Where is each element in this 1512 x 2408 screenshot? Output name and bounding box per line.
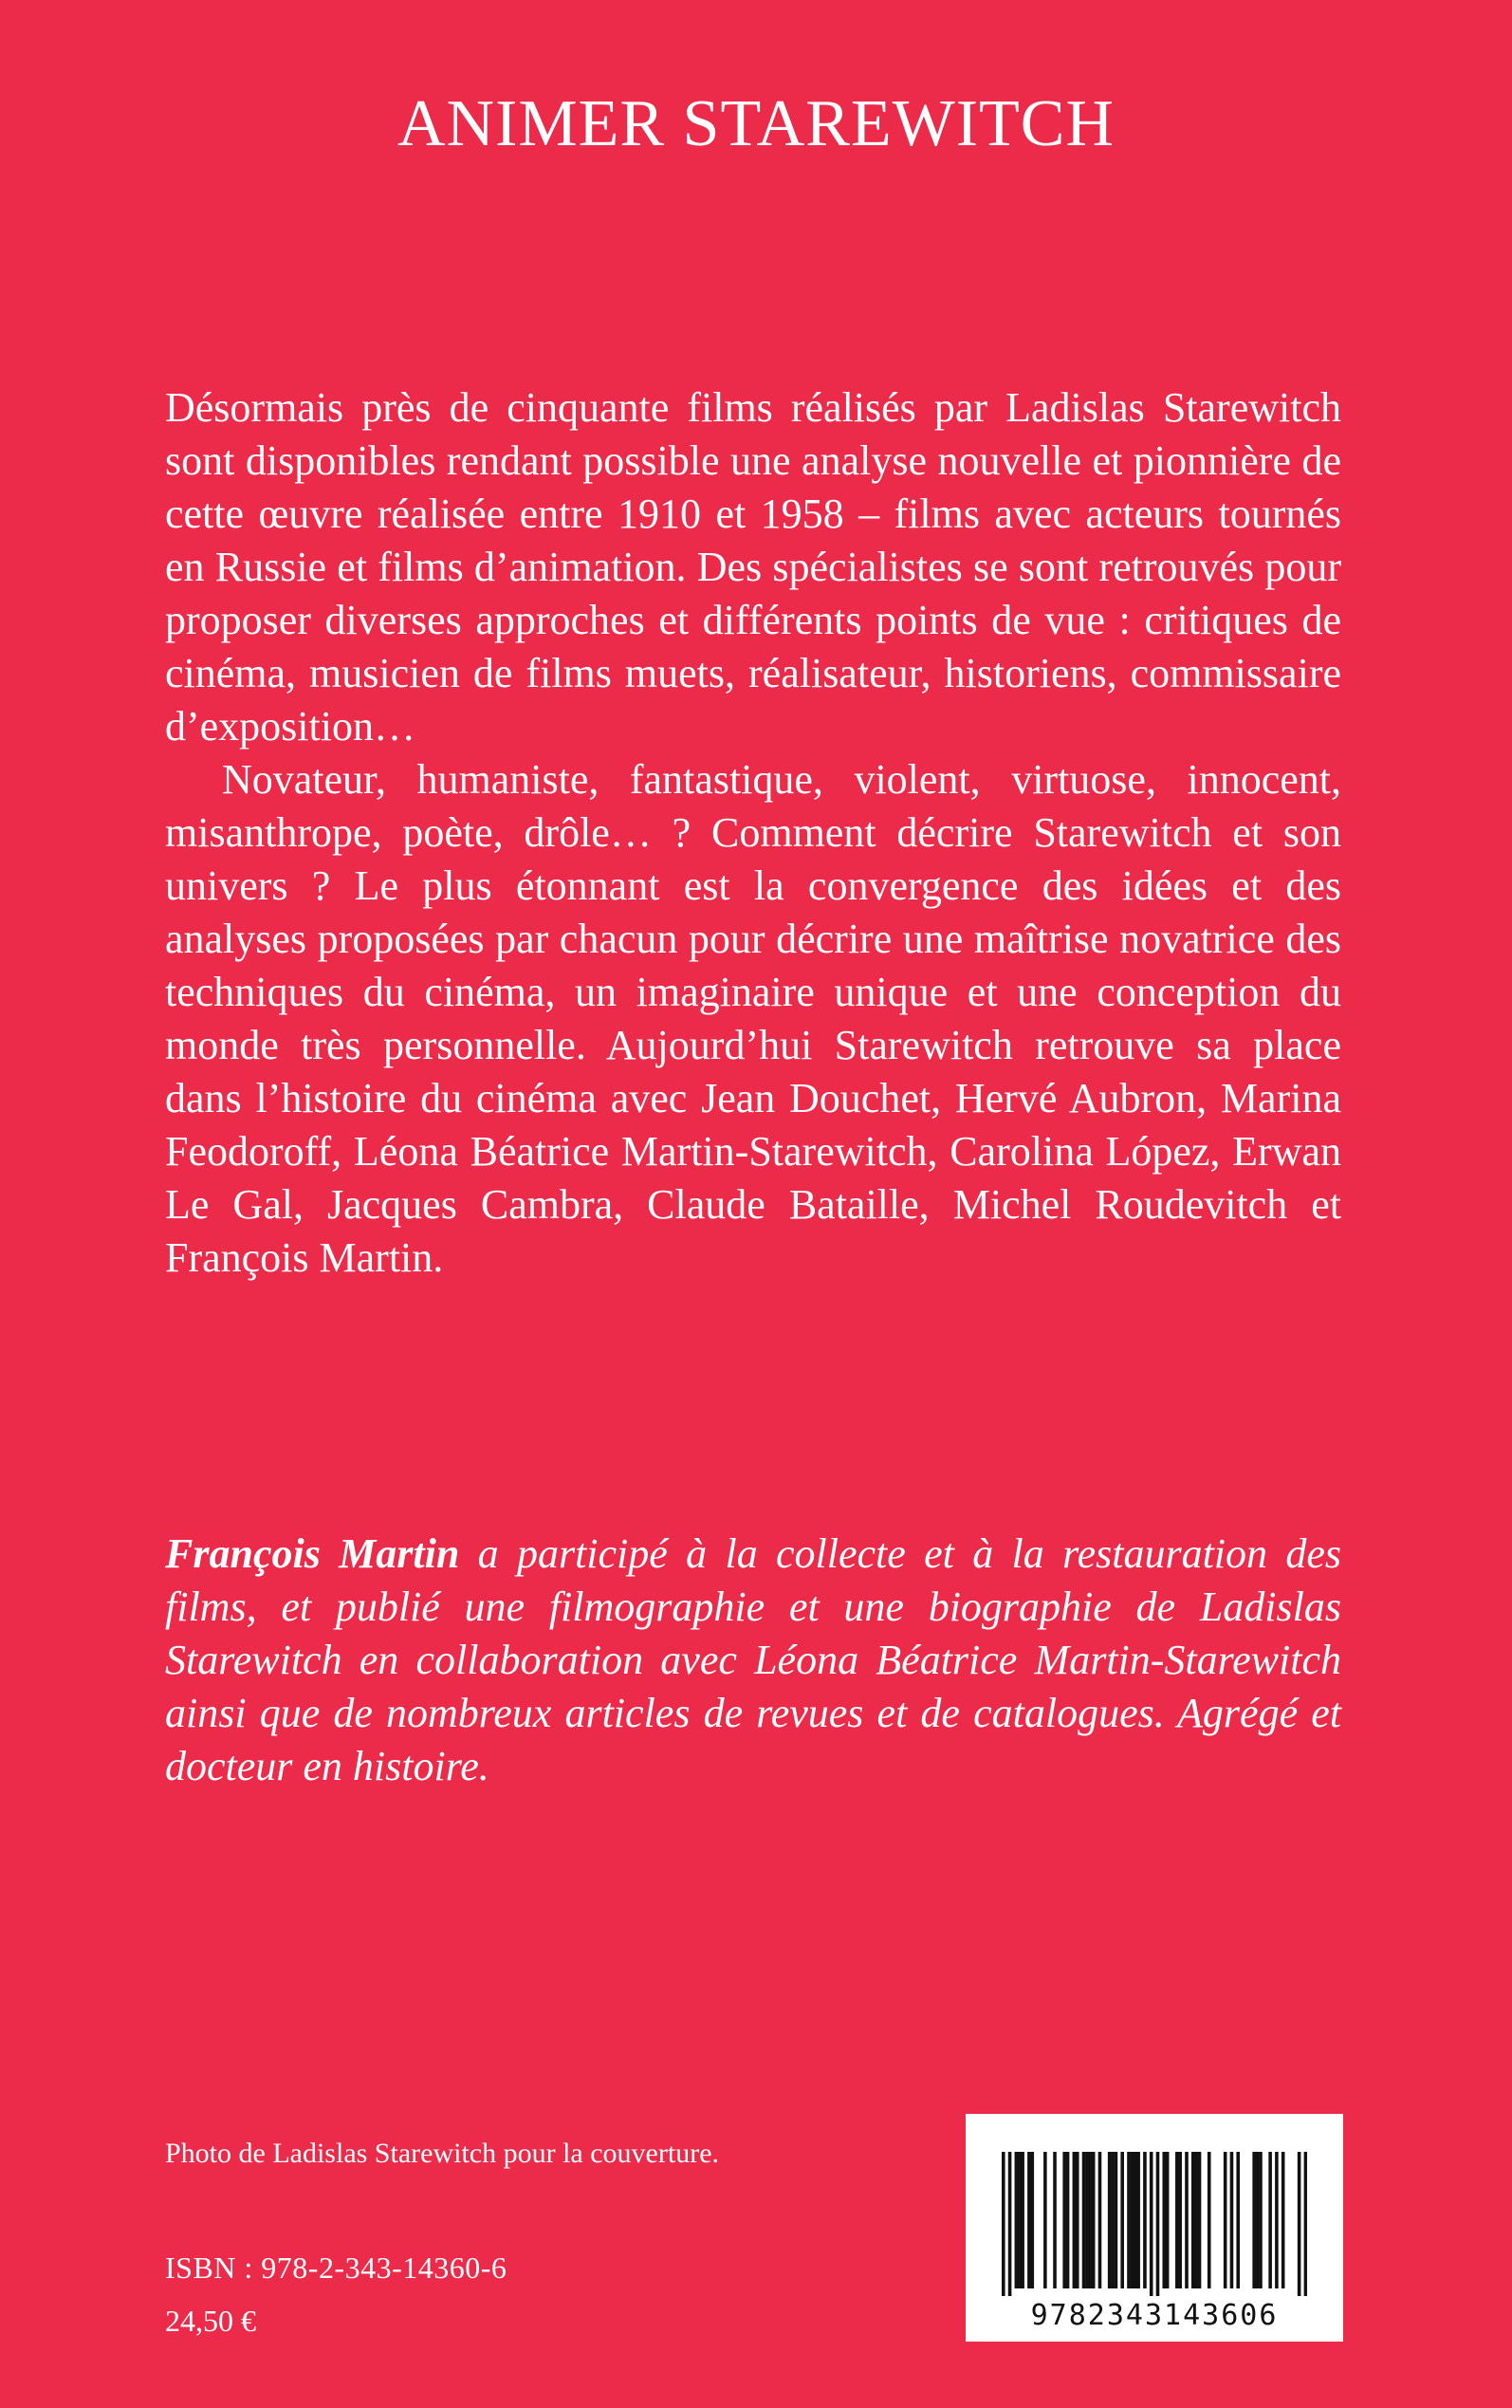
barcode-bar (1191, 2152, 1195, 2288)
blurb-paragraph-1: Désormais près de cinquante films réalisés par Ladislas Starewitch sont disponibles rendant possible une analyse nouvelle et pionnière de cette œuvre réalisée entre 1910 et 1958 – films avec acteurs tournés en Russie et films d’animation. Des spécialistes se sont retrouvés pour proposer diverses approches et différents points de vue : critiques de cinéma, musicien de films muets, réalisateur, historiens, commissaire d’exposition… (165, 384, 1341, 750)
barcode-bar (1085, 2152, 1089, 2288)
barcode-bar (1208, 2152, 1211, 2288)
barcode-bar (1043, 2152, 1047, 2288)
barcode-bar (1194, 2152, 1198, 2288)
barcode-bar (1298, 2152, 1301, 2296)
barcode-bar (1115, 2152, 1118, 2288)
author-name: François Martin (165, 1530, 460, 1577)
barcode-bar (1162, 2152, 1166, 2288)
author-bio-paragraph (165, 1528, 1341, 1793)
barcode-bar (1175, 2152, 1179, 2288)
barcode-bar (1252, 2152, 1256, 2288)
barcode-bars (1002, 2152, 1307, 2296)
barcode-bar (1156, 2152, 1160, 2296)
barcode-bar (1256, 2152, 1260, 2288)
barcode-bar (1015, 2152, 1019, 2288)
barcode-bar (1092, 2152, 1096, 2288)
barcode-bar (1120, 2152, 1124, 2288)
barcode-bar (1178, 2152, 1182, 2288)
barcode-bar (1131, 2152, 1134, 2288)
barcode-bar (1134, 2152, 1137, 2288)
barcode-bar (1098, 2152, 1102, 2288)
barcode (966, 2114, 1343, 2342)
barcode-bar (1224, 2152, 1227, 2288)
barcode-bar (1127, 2152, 1131, 2288)
barcode-bar (1259, 2152, 1263, 2288)
barcode-bar (1185, 2152, 1189, 2288)
barcode-bar (1073, 2152, 1077, 2288)
author-bio (165, 1528, 1341, 1793)
barcode-bar (1021, 2152, 1024, 2288)
barcode-bar (1008, 2152, 1012, 2296)
barcode-bar (1268, 2152, 1272, 2288)
barcode-bar (1275, 2152, 1279, 2288)
barcode-number: 9782343143606 (1030, 2299, 1279, 2332)
book-title: ANIMER STAREWITCH (396, 87, 1116, 160)
barcode-bar (1062, 2152, 1066, 2288)
barcode-bar (1082, 2152, 1086, 2288)
isbn: ISBN : 978-2-343-14360-6 (165, 2251, 507, 2285)
blurb-paragraph-2: Novateur, humaniste, fantastique, violent, virtuose, innocent, misanthrope, poète, drôle… ? Comment décrire Starewitch et son univers ? Le plus étonnant est la convergence des idées et des analyses proposées par chacun pour décrire une maîtrise novatrice des techniques du cinéma, un imaginaire unique et une conception du monde très personnelle. Aujourd’hui Starewitch retrouve sa place dans l’histoire du cinéma avec Jean Douchet, Hervé Aubron, Marina Feodoroff, Léona Béatrice Martin-Starewitch, Carolina López, Erwan Le Gal, Jacques Cambra, Claude Bataille, Michel Roudevitch et François Martin. (165, 756, 1341, 1281)
barcode-bar (1136, 2152, 1140, 2288)
barcode-bar (1031, 2152, 1035, 2288)
barcode-bar (1282, 2152, 1285, 2288)
barcode-bar (1166, 2152, 1170, 2288)
barcode-bar (1111, 2152, 1115, 2288)
barcode-bar (1066, 2152, 1070, 2288)
barcode-bar (1143, 2152, 1147, 2288)
barcode-bar (1304, 2152, 1307, 2296)
price: 24,50 € (165, 2304, 256, 2338)
barcode-bar (1230, 2152, 1234, 2288)
barcode-bar (1236, 2152, 1240, 2288)
photo-credit: Photo de Ladislas Starewitch pour la couverture. (165, 2138, 720, 2169)
barcode-bar (1018, 2152, 1022, 2288)
back-cover-blurb (165, 381, 1341, 1285)
barcode-bar (1002, 2152, 1005, 2296)
barcode-bar (1198, 2152, 1202, 2288)
barcode-bar (1076, 2152, 1079, 2288)
barcode-bar (1150, 2152, 1153, 2296)
barcode-bar (1108, 2152, 1112, 2288)
barcode-bar (1027, 2152, 1031, 2288)
barcode-bar (1089, 2152, 1093, 2288)
author-bio-text: a participé à la collecte et à la restauration des films, et publié une filmographie et une biographie de Ladislas Starewitch en collaboration avec Léona Béatrice Martin-Starewitch ainsi que de nombreux articles de revues et de catalogues. Agrégé et docteur en histoire. (165, 1530, 1341, 1789)
barcode-bar (1053, 2152, 1057, 2288)
